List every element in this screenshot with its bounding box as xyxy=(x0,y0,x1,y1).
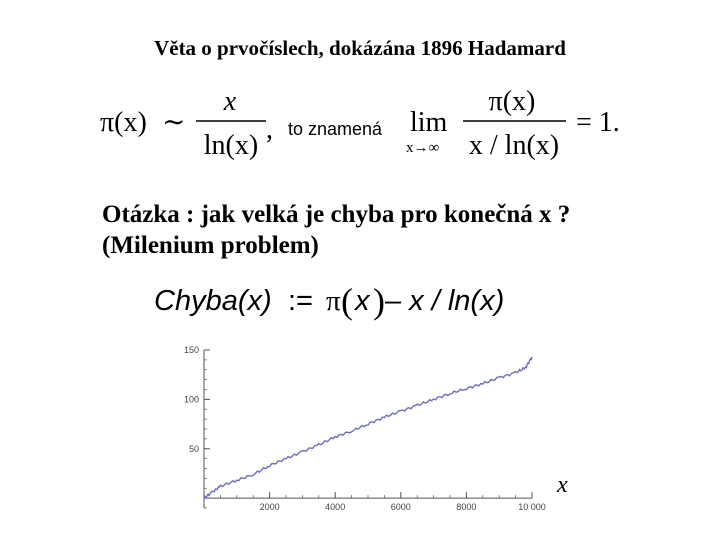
lim-fraction-denominator: x / ln(x) xyxy=(468,130,560,161)
lim-text: lim xyxy=(410,107,448,138)
assign-symbol: := xyxy=(288,285,313,317)
lim-subscript: x→∞ xyxy=(406,140,440,156)
paren-close: ) xyxy=(373,281,385,321)
error-series-line xyxy=(204,357,532,498)
slide-title: Věta o prvočíslech, dokázána 1896 Hadamard xyxy=(154,36,566,60)
pi-symbol: π xyxy=(326,285,341,317)
y-tick-label: 100 xyxy=(183,394,199,405)
fraction-denominator: ln(x) xyxy=(203,130,259,161)
asymptotic-formula xyxy=(0,88,720,168)
rhs-rest: – x / ln(x) xyxy=(385,285,505,317)
x-tick-label: 8000 xyxy=(456,502,477,512)
x-variable: x xyxy=(355,285,370,317)
pi-x-text: π(x) xyxy=(100,107,147,138)
paren-open: ( xyxy=(341,281,353,321)
x-tick-label: 6000 xyxy=(390,502,411,512)
error-definition-formula xyxy=(150,278,550,328)
question-line-2: (Milenium problem) xyxy=(102,232,319,259)
formula-comma: , xyxy=(266,114,273,145)
y-tick-label: 50 xyxy=(188,443,199,454)
equals-one-text: = 1. xyxy=(576,107,620,138)
error-chart xyxy=(160,342,580,512)
chart-axes xyxy=(204,350,532,508)
x-tick-label: 10 000 xyxy=(518,502,546,512)
question-block xyxy=(102,199,570,261)
chyba-lhs: Chyba(x) xyxy=(154,285,272,317)
question-line-1: Otázka : jak velká je chyba pro konečná x ? xyxy=(102,201,571,228)
chart-ticks xyxy=(184,345,546,512)
fraction-numerator: x xyxy=(223,88,237,117)
x-tick-label: 4000 xyxy=(325,502,346,512)
approx-symbol: ∼ xyxy=(162,107,186,138)
connector-text: to znamená xyxy=(288,119,383,139)
x-axis-symbol: x xyxy=(557,472,568,498)
x-tick-label: 2000 xyxy=(259,502,280,512)
lim-fraction-numerator: π(x) xyxy=(488,88,536,117)
y-tick-label: 150 xyxy=(183,345,199,355)
